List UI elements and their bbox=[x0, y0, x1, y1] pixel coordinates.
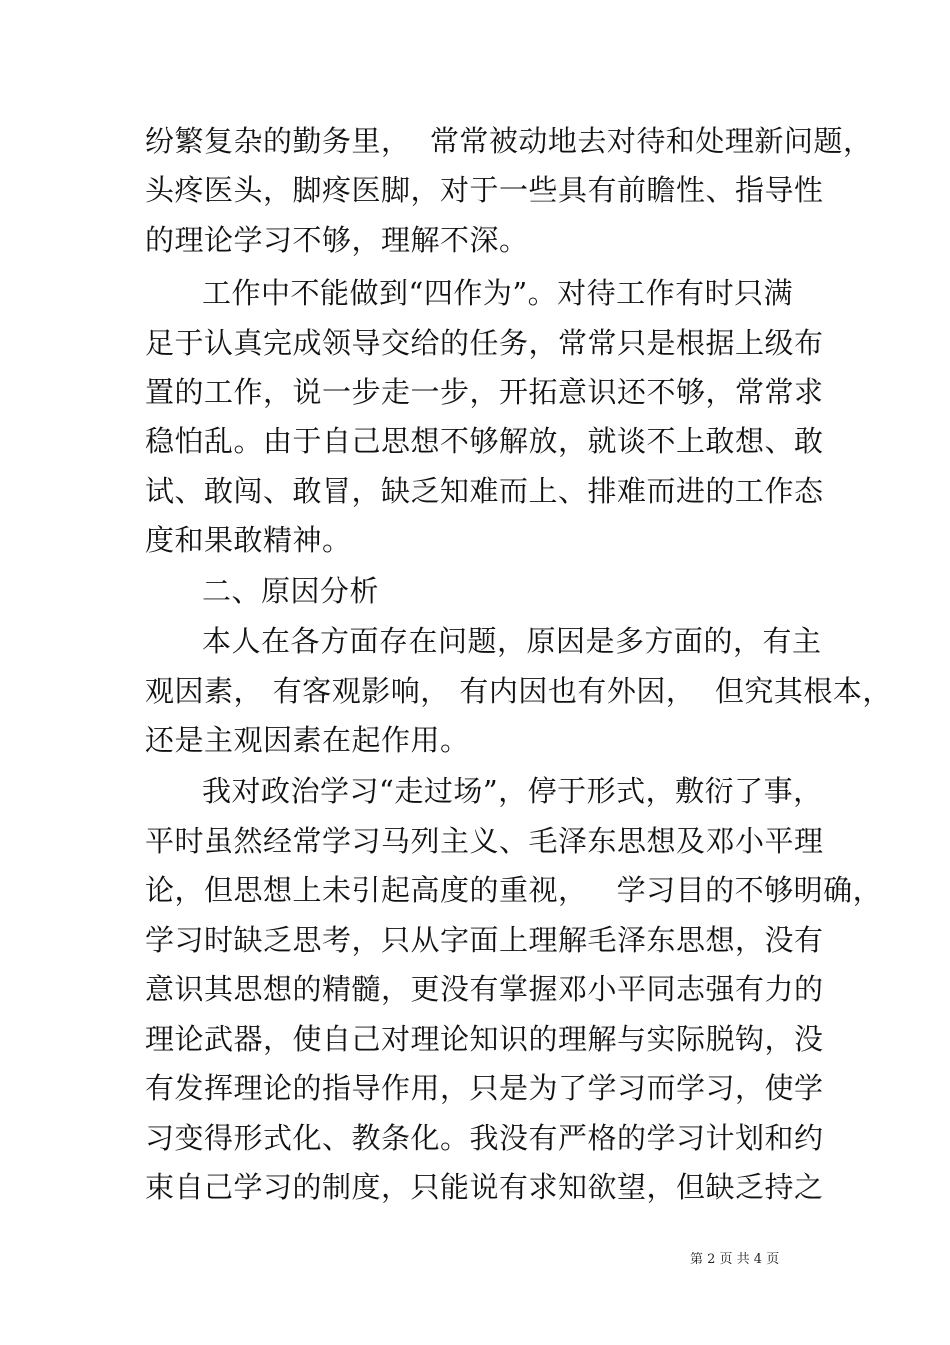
body-text-line: 的理论学习不够，理解不深。 bbox=[145, 223, 529, 257]
body-text-line: 试、敢闯、敢冒，缺乏知难而上、排难而进的工作态 bbox=[145, 474, 824, 508]
body-text-line: 稳怕乱。由于自己思想不够解放，就谈不上敢想、敢 bbox=[145, 424, 824, 458]
body-text-line: 头疼医头，脚疼医脚，对于一些具有前瞻性、指导性 bbox=[145, 173, 824, 207]
body-text-line: 论，但思想上未引起高度的重视， 学习目的不够明确， bbox=[145, 873, 883, 907]
body-text-line: 观因素， 有客观影响， 有内因也有外因， 但究其根本， bbox=[145, 674, 892, 708]
body-text-line: 意识其思想的精髓，更没有掌握邓小平同志强有力的 bbox=[145, 972, 824, 1006]
body-text-line: 平时虽然经常学习马列主义、毛泽东思想及邓小平理 bbox=[145, 824, 824, 858]
body-text-line: 有发挥理论的指导作用，只是为了学习而学习，使学 bbox=[145, 1071, 824, 1105]
paragraph-first-line: 本人在各方面存在问题，原因是多方面的，有主 bbox=[202, 624, 822, 658]
body-text-line: 学习时缺乏思考，只从字面上理解毛泽东思想，没有 bbox=[145, 923, 824, 957]
body-text-line: 纷繁复杂的勤务里， 常常被动地去对待和处理新问题， bbox=[145, 124, 873, 158]
body-text-line: 足于认真完成领导交给的任务，常常只是根据上级布 bbox=[145, 326, 824, 360]
paragraph-first-line: 我对政治学习“走过场”，停于形式，敷衍了事， bbox=[202, 774, 823, 808]
body-text-line: 理论武器，使自己对理论知识的理解与实际脱钩，没 bbox=[145, 1022, 824, 1056]
section-heading: 二、原因分析 bbox=[202, 574, 380, 608]
body-text-line: 还是主观因素在起作用。 bbox=[145, 723, 470, 757]
page-number-footer: 第 2 页 共 4 页 bbox=[690, 1252, 780, 1267]
body-text-line: 习变得形式化、教条化。我没有严格的学习计划和约 bbox=[145, 1121, 824, 1155]
body-text-line: 度和果敢精神。 bbox=[145, 523, 352, 557]
paragraph-first-line: 工作中不能做到“四作为”。对待工作有时只满 bbox=[202, 276, 794, 310]
body-text-line: 置的工作，说一步走一步，开拓意识还不够，常常求 bbox=[145, 375, 824, 409]
body-text-line: 束自己学习的制度，只能说有求知欲望，但缺乏持之 bbox=[145, 1170, 824, 1204]
